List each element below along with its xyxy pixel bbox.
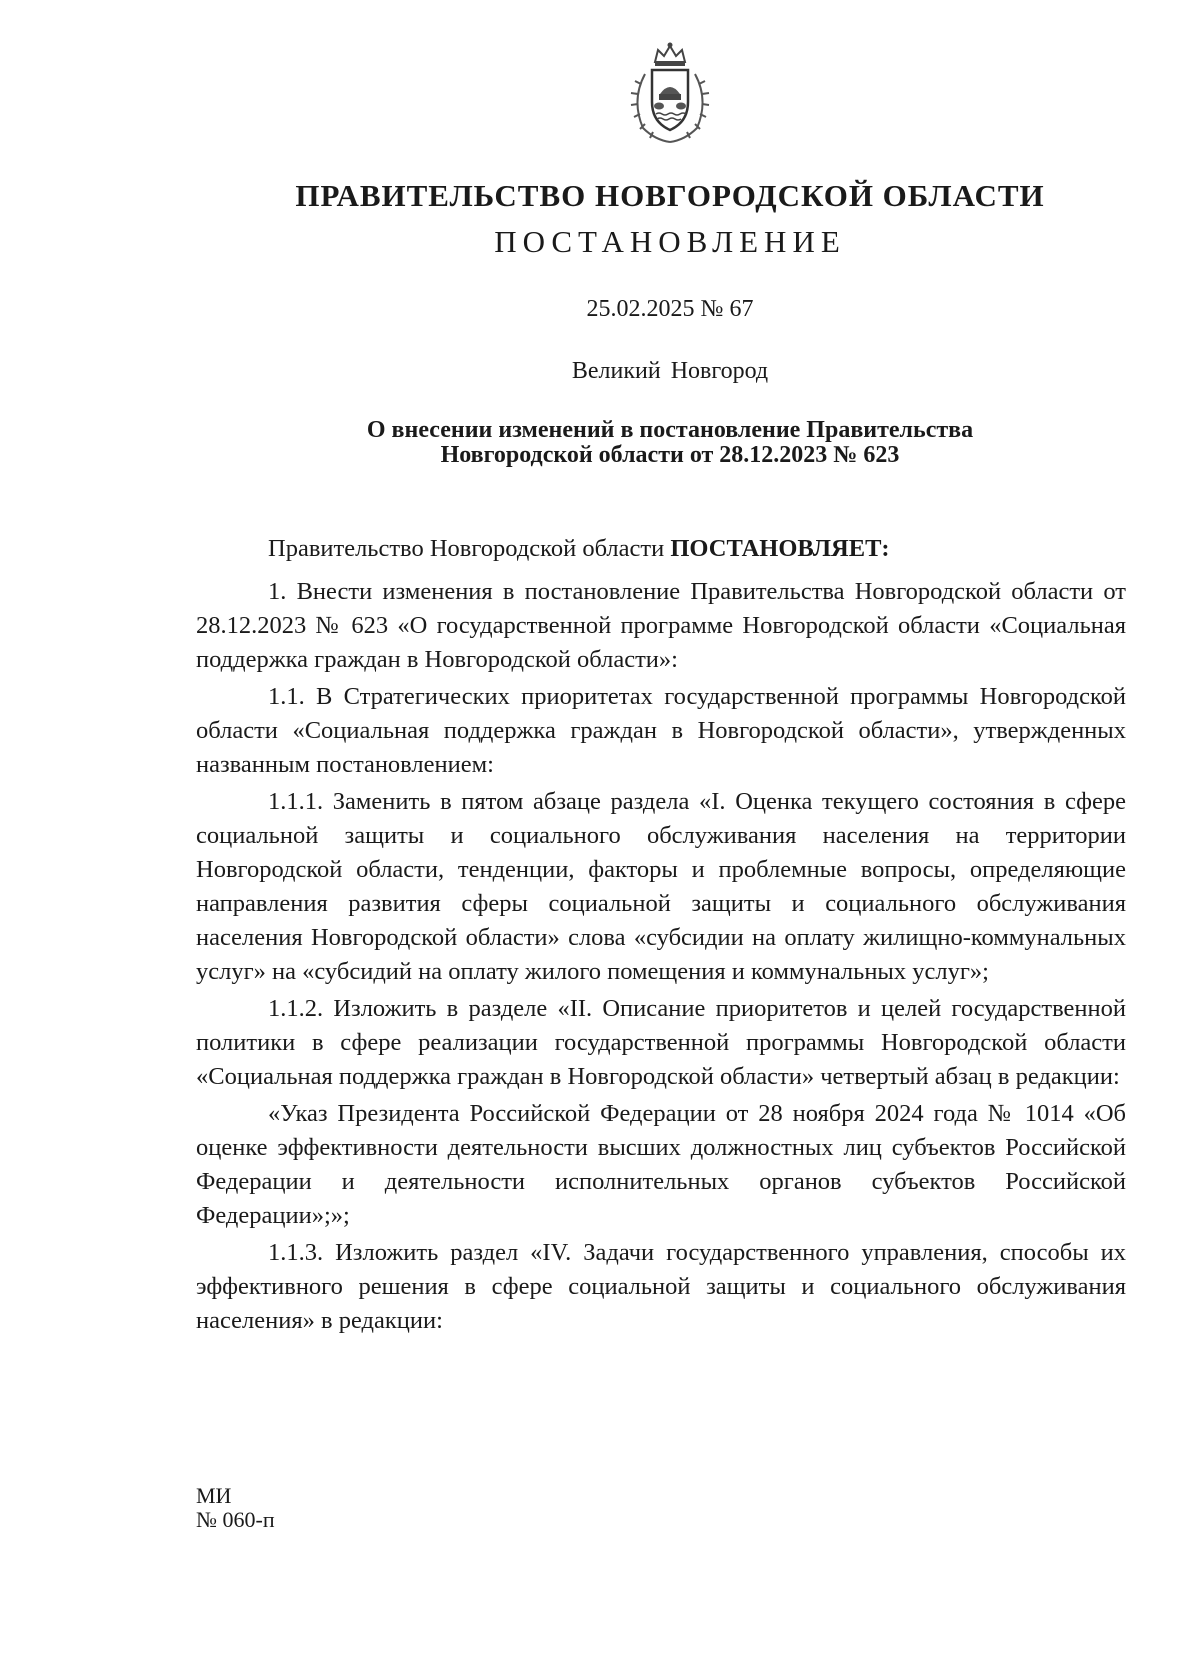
coat-of-arms-icon xyxy=(625,40,715,148)
subject-line-2: Новгородской области от 28.12.2023 № 623 xyxy=(440,442,900,468)
resolution-intro xyxy=(196,532,1126,566)
paragraph-1: 1. Внести изменения в постановление Правительства Новгородской области от 28.12.2023 № 623 «О государственной программе Новгородской области «Социальная поддержка граждан в Новгородской области»: xyxy=(196,578,1126,673)
paragraph-1-1-2: 1.1.2. Изложить в разделе «II. Описание приоритетов и целей государственной политики в сфере реализации государственной программы Новгородской области «Социальная поддержка граждан в Новгородской области» четвертый абзац в редакции: xyxy=(196,995,1126,1090)
intro-text: Правительство Новгородской области xyxy=(268,535,671,562)
document-type: ПОСТАНОВЛЕНИЕ xyxy=(494,224,846,259)
document-date-number: 25.02.2025 № 67 xyxy=(586,296,754,322)
intro-bold-keyword: ПОСТАНОВЛЯЕТ: xyxy=(670,535,890,562)
organization-title: ПРАВИТЕЛЬСТВО НОВГОРОДСКОЙ ОБЛАСТИ xyxy=(295,178,1045,213)
paragraph-quote: «Указ Президента Российской Федерации от 28 ноября 2024 года № 1014 «Об оценке эффективности деятельности высших должностных лиц субъектов Российской Федерации и деятельности исполнительных органов субъектов Российской Федерации»;»; xyxy=(196,1100,1126,1229)
paragraph-1-1-1: 1.1.1. Заменить в пятом абзаце раздела «I. Оценка текущего состояния в сфере социальной защиты и социального обслуживания населения на территории Новгородской области, тенденции, факторы и проблемные вопросы, определяющие направления развития сферы социальной защиты и социального обслуживания населения Новгородской области» слова «субсидии на оплату жилищно-коммунальных услуг» на «субсидий на оплату жилого помещения и коммунальных услуг»; xyxy=(196,788,1126,985)
footer-initials: МИ xyxy=(196,1483,232,1508)
document-body xyxy=(196,532,1126,1341)
paragraph-1-1: 1.1. В Стратегических приоритетах государственной программы Новгородской области «Социальная поддержка граждан в Новгородской области», утвержденных названным постановлением: xyxy=(196,683,1126,778)
paragraph-1-1-3: 1.1.3. Изложить раздел «IV. Задачи государственного управления, способы их эффективного решения в сфере социальной защиты и социального обслуживания населения» в редакции: xyxy=(196,1239,1126,1334)
document-place: Великий Новгород xyxy=(571,358,769,384)
subject-line-1: О внесении изменений в постановление Правительства xyxy=(366,417,974,443)
footer-code: № 060-п xyxy=(196,1507,275,1532)
document-subject xyxy=(0,418,1200,468)
footer-registration xyxy=(196,1484,275,1532)
